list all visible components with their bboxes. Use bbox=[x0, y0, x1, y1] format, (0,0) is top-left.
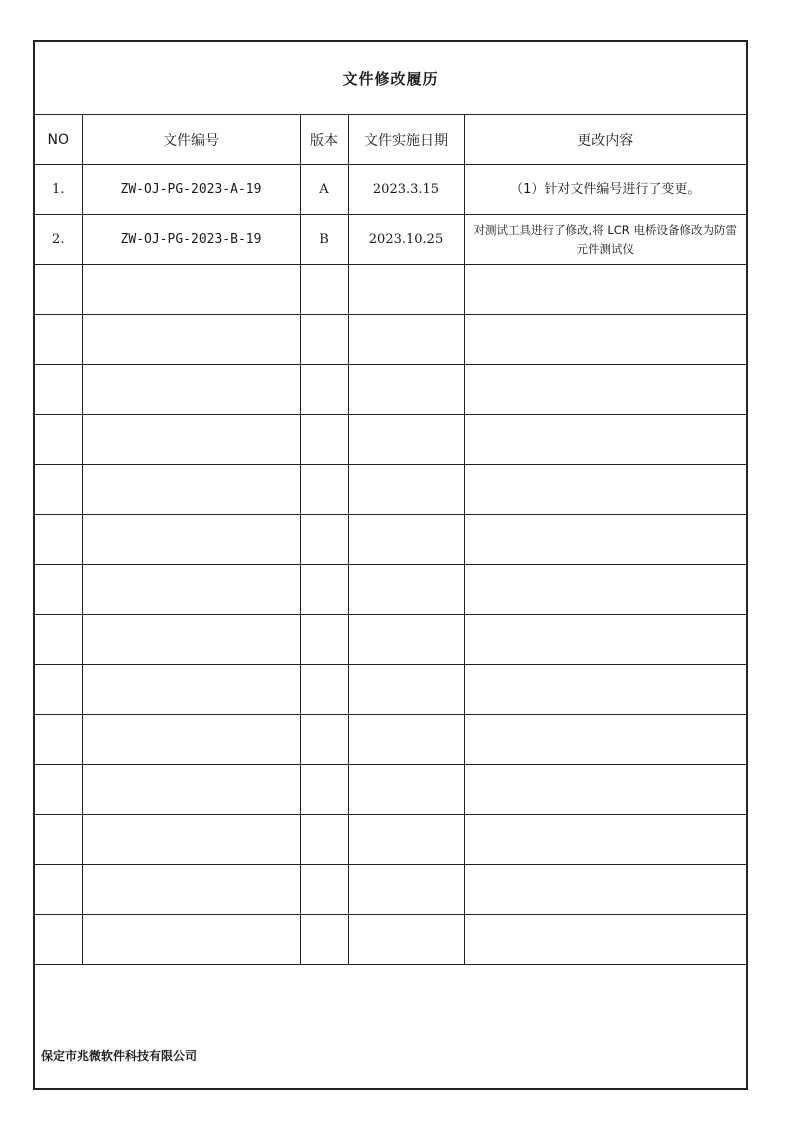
empty-table-row bbox=[35, 565, 746, 615]
empty-cell bbox=[35, 465, 82, 515]
empty-cell bbox=[348, 865, 464, 915]
empty-cell bbox=[464, 665, 746, 715]
cell-doc-number: ZW-OJ-PG-2023-B-19 bbox=[82, 215, 300, 265]
empty-table-row bbox=[35, 315, 746, 365]
empty-cell bbox=[348, 515, 464, 565]
empty-cell bbox=[300, 665, 348, 715]
empty-cell bbox=[300, 715, 348, 765]
cell-date: 2023.3.15 bbox=[348, 165, 464, 215]
empty-cell bbox=[464, 265, 746, 315]
empty-cell bbox=[300, 915, 348, 965]
table-row bbox=[35, 215, 746, 265]
empty-cell bbox=[464, 615, 746, 665]
empty-cell bbox=[348, 565, 464, 615]
cell-doc-number: ZW-OJ-PG-2023-A-19 bbox=[82, 165, 300, 215]
empty-table-row bbox=[35, 665, 746, 715]
empty-cell bbox=[464, 765, 746, 815]
page-title: 文件修改履历 bbox=[35, 42, 746, 115]
empty-cell bbox=[35, 665, 82, 715]
empty-cell bbox=[82, 715, 300, 765]
empty-cell bbox=[464, 315, 746, 365]
empty-cell bbox=[348, 365, 464, 415]
empty-cell bbox=[35, 565, 82, 615]
empty-table-row bbox=[35, 865, 746, 915]
empty-cell bbox=[82, 815, 300, 865]
cell-content: （1）针对文件编号进行了变更。 bbox=[464, 165, 746, 215]
empty-cell bbox=[348, 765, 464, 815]
empty-cell bbox=[82, 315, 300, 365]
empty-cell bbox=[300, 815, 348, 865]
empty-cell bbox=[300, 615, 348, 665]
empty-table-row bbox=[35, 465, 746, 515]
empty-cell bbox=[348, 415, 464, 465]
empty-cell bbox=[35, 715, 82, 765]
empty-cell bbox=[300, 865, 348, 915]
empty-cell bbox=[300, 465, 348, 515]
empty-cell bbox=[82, 615, 300, 665]
header-content: 更改内容 bbox=[464, 115, 746, 165]
empty-cell bbox=[82, 415, 300, 465]
empty-cell bbox=[82, 465, 300, 515]
empty-table-row bbox=[35, 365, 746, 415]
header-doc-number: 文件编号 bbox=[82, 115, 300, 165]
empty-cell bbox=[464, 915, 746, 965]
empty-cell bbox=[300, 415, 348, 465]
empty-cell bbox=[348, 665, 464, 715]
empty-cell bbox=[300, 515, 348, 565]
empty-table-row bbox=[35, 415, 746, 465]
empty-cell bbox=[35, 915, 82, 965]
empty-table-row bbox=[35, 915, 746, 965]
empty-cell bbox=[464, 715, 746, 765]
empty-cell bbox=[35, 865, 82, 915]
empty-cell bbox=[82, 515, 300, 565]
empty-cell bbox=[82, 565, 300, 615]
empty-cell bbox=[464, 515, 746, 565]
empty-cell bbox=[82, 865, 300, 915]
empty-cell bbox=[82, 665, 300, 715]
empty-cell bbox=[464, 565, 746, 615]
empty-cell bbox=[464, 365, 746, 415]
empty-cell bbox=[348, 615, 464, 665]
cell-version: B bbox=[300, 215, 348, 265]
empty-cell bbox=[348, 315, 464, 365]
empty-table-row bbox=[35, 715, 746, 765]
empty-cell bbox=[348, 465, 464, 515]
empty-cell bbox=[464, 865, 746, 915]
empty-cell bbox=[35, 515, 82, 565]
empty-cell bbox=[35, 815, 82, 865]
empty-cell bbox=[464, 415, 746, 465]
empty-cell bbox=[348, 915, 464, 965]
cell-content: 对测试工具进行了修改,将 LCR 电桥设备修改为防雷元件测试仪 bbox=[464, 215, 746, 265]
header-date: 文件实施日期 bbox=[348, 115, 464, 165]
empty-table-row bbox=[35, 265, 746, 315]
empty-cell bbox=[300, 315, 348, 365]
empty-table-row bbox=[35, 515, 746, 565]
empty-cell bbox=[300, 265, 348, 315]
empty-cell bbox=[35, 615, 82, 665]
empty-table-row bbox=[35, 815, 746, 865]
empty-cell bbox=[35, 765, 82, 815]
revision-table bbox=[35, 114, 746, 965]
cell-version: A bbox=[300, 165, 348, 215]
empty-table-row bbox=[35, 765, 746, 815]
empty-table-row bbox=[35, 615, 746, 665]
company-name: 保定市兆微软件科技有限公司 bbox=[41, 1049, 198, 1063]
empty-cell bbox=[82, 265, 300, 315]
empty-cell bbox=[35, 315, 82, 365]
empty-cell bbox=[300, 565, 348, 615]
document-frame bbox=[33, 40, 748, 1090]
cell-no: 2. bbox=[35, 215, 82, 265]
empty-cell bbox=[35, 265, 82, 315]
empty-cell bbox=[35, 415, 82, 465]
empty-cell bbox=[464, 815, 746, 865]
empty-cell bbox=[464, 465, 746, 515]
empty-cell bbox=[348, 815, 464, 865]
empty-cell bbox=[82, 365, 300, 415]
empty-cell bbox=[300, 365, 348, 415]
empty-cell bbox=[35, 365, 82, 415]
cell-no: 1. bbox=[35, 165, 82, 215]
header-no: NO bbox=[35, 115, 82, 165]
empty-cell bbox=[82, 765, 300, 815]
empty-cell bbox=[348, 265, 464, 315]
empty-cell bbox=[348, 715, 464, 765]
empty-cell bbox=[82, 915, 300, 965]
table-row bbox=[35, 165, 746, 215]
empty-cell bbox=[300, 765, 348, 815]
table-header-row bbox=[35, 115, 746, 165]
cell-date: 2023.10.25 bbox=[348, 215, 464, 265]
header-version: 版本 bbox=[300, 115, 348, 165]
